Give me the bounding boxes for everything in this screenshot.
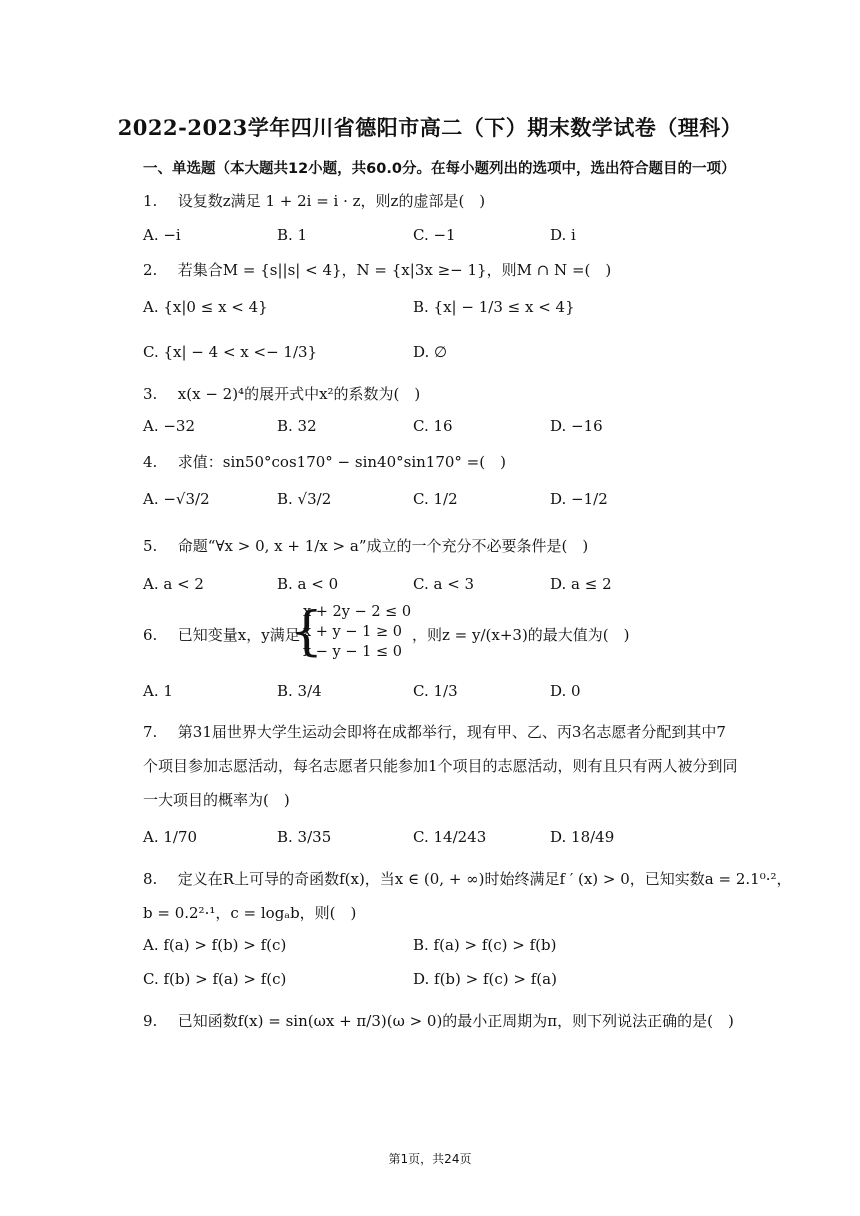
page-footer: 第1页，共24页 — [388, 1152, 472, 1166]
question-stem-line: 定义在R上可导的奇函数f(x)，当x ∈ (0, + ∞)时始终满足f ′ (x) > 0，已知实数a = 2.1⁰·²， — [177, 870, 792, 888]
question-stem: 命题“∀x > 0, x + 1/x > a”成立的一个充分不必要条件是( ) — [177, 537, 589, 555]
option-b: B. {x| − 1/3 ≤ x < 4} — [413, 298, 575, 316]
option-a: A. 1/70 — [143, 828, 198, 846]
question-stem-line: b = 0.2²·¹，c = logₐb，则( ) — [143, 904, 357, 922]
option-c: C. a < 3 — [413, 575, 475, 593]
question-number: 5. — [143, 537, 158, 555]
question-number: 2. — [143, 261, 158, 279]
constraint-2: x + y − 1 ≥ 0 — [303, 624, 402, 640]
option-b: B. 3/35 — [277, 828, 332, 846]
option-d: D. 0 — [550, 682, 581, 700]
option-d: D. ∅ — [413, 343, 448, 361]
option-b: B. 1 — [277, 226, 308, 244]
option-c: C. 14/243 — [413, 828, 487, 846]
option-b: B. 32 — [277, 417, 317, 435]
option-d: D. 18/49 — [550, 828, 615, 846]
option-a: A. {x|0 ≤ x < 4} — [143, 298, 268, 316]
option-d: D. a ≤ 2 — [550, 575, 612, 593]
question-8 — [143, 868, 792, 889]
question-4 — [143, 451, 506, 472]
question-1 — [143, 190, 485, 211]
question-stem: x(x − 2)⁴的展开式中x²的系数为( ) — [177, 385, 421, 403]
question-stem-line: 个项目参加志愿活动，每名志愿者只能参加1个项目的志愿活动，则有且只有两人被分到同 — [143, 757, 738, 775]
question-stem: 若集合M = {s||s| < 4}，N = {x|3x ≥− 1}，则M ∩ N =( ) — [177, 261, 612, 279]
option-c: C. {x| − 4 < x <− 1/3} — [143, 343, 318, 361]
question-stem-prefix: 已知变量x，y满足 — [177, 626, 300, 644]
option-a: A. f(a) > f(b) > f(c) — [143, 936, 287, 954]
question-number: 4. — [143, 453, 158, 471]
question-2 — [143, 259, 611, 280]
option-a: A. a < 2 — [143, 575, 204, 593]
question-number: 8. — [143, 870, 158, 888]
option-d: D. −1/2 — [550, 490, 608, 508]
question-3 — [143, 383, 420, 404]
constraint-3: x − y − 1 ≤ 0 — [303, 644, 402, 660]
question-6 — [143, 624, 300, 645]
question-stem: 已知函数f(x) = sin(ωx + π/3)(ω > 0)的最小正周期为π，则下列说法正确的是( ) — [177, 1012, 734, 1030]
option-b: B. f(a) > f(c) > f(b) — [413, 936, 557, 954]
option-d: D. −16 — [550, 417, 603, 435]
question-stem-line: 第31届世界大学生运动会即将在成都举行，现有甲、乙、丙3名志愿者分配到其中7 — [177, 723, 726, 741]
option-d: D. f(b) > f(c) > f(a) — [413, 970, 557, 988]
question-number: 6. — [143, 626, 158, 644]
option-a: A. −i — [143, 226, 181, 244]
constraint-system — [290, 604, 410, 664]
option-d: D. i — [550, 226, 576, 244]
option-c: C. −1 — [413, 226, 456, 244]
question-number: 3. — [143, 385, 158, 403]
option-c: C. f(b) > f(a) > f(c) — [143, 970, 287, 988]
question-stem-suffix: ，则z = y/(x+3)的最大值为( ) — [412, 626, 630, 644]
question-number: 1. — [143, 192, 158, 210]
option-a: A. 1 — [143, 682, 173, 700]
option-b: B. √3/2 — [277, 490, 332, 508]
question-stem: 设复数z满足 1 + 2i = i · z，则z的虚部是( ) — [177, 192, 486, 210]
option-a: A. −√3/2 — [143, 490, 210, 508]
option-c: C. 16 — [413, 417, 453, 435]
question-7 — [143, 721, 726, 742]
constraint-1: x + 2y − 2 ≤ 0 — [303, 604, 412, 620]
question-number: 9. — [143, 1012, 158, 1030]
page-title: 2022-2023学年四川省德阳市高二（下）期末数学试卷（理科） — [117, 115, 743, 140]
question-5 — [143, 535, 588, 556]
left-brace: { — [290, 602, 324, 662]
option-c: C. 1/3 — [413, 682, 458, 700]
question-stem-line: 一大项目的概率为( ) — [143, 791, 290, 809]
option-a: A. −32 — [143, 417, 196, 435]
section-heading: 一、单选题（本大题共12小题，共60.0分。在每小题列出的选项中，选出符合题目的一项） — [143, 161, 736, 177]
question-stem: 求值：sin50°cos170° − sin40°sin170° =( ) — [177, 453, 506, 471]
question-number: 7. — [143, 723, 158, 741]
option-c: C. 1/2 — [413, 490, 458, 508]
option-b: B. a < 0 — [277, 575, 339, 593]
option-b: B. 3/4 — [277, 682, 322, 700]
question-9 — [143, 1010, 734, 1031]
